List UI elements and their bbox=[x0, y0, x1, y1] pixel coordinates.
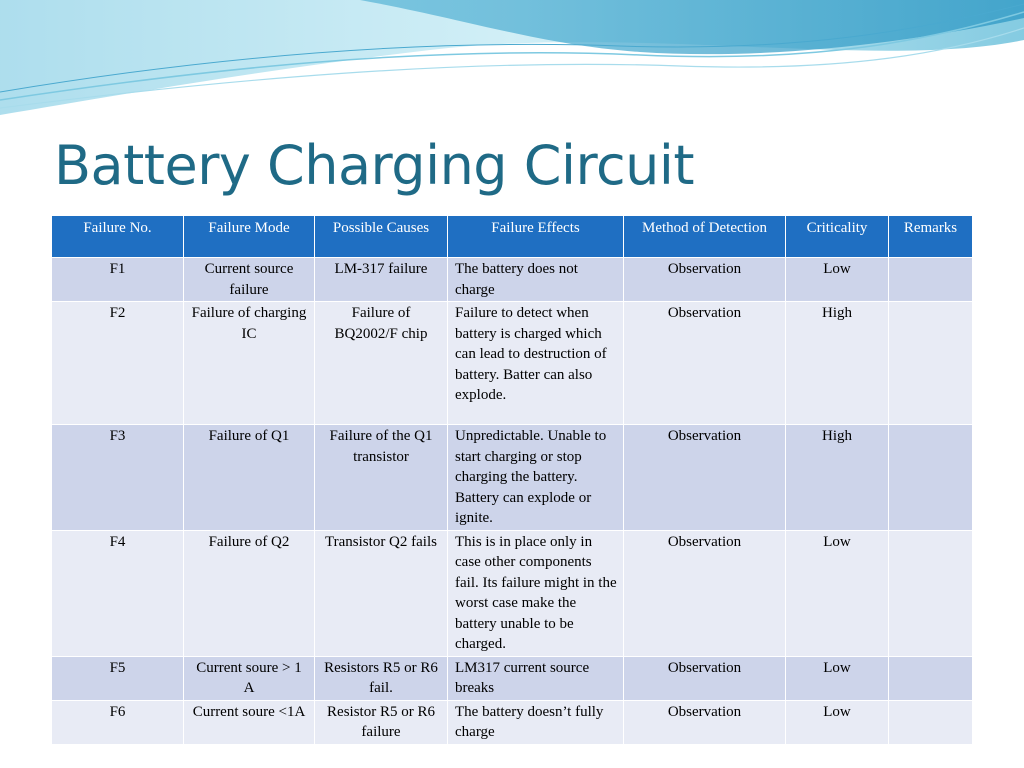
cell-detection: Observation bbox=[624, 302, 786, 425]
cell-remarks bbox=[889, 425, 973, 531]
cell-possible-causes: Failure of BQ2002/F chip bbox=[315, 302, 448, 425]
cell-remarks bbox=[889, 258, 973, 302]
table-row bbox=[52, 656, 973, 700]
table-row bbox=[52, 302, 973, 425]
header-criticality: Criticality bbox=[786, 216, 889, 258]
cell-criticality: Low bbox=[786, 656, 889, 700]
cell-possible-causes: Resistor R5 or R6 failure bbox=[315, 700, 448, 744]
cell-possible-causes: Transistor Q2 fails bbox=[315, 530, 448, 656]
cell-detection: Observation bbox=[624, 700, 786, 744]
cell-failure-mode: Failure of Q2 bbox=[184, 530, 315, 656]
cell-failure-mode: Current soure <1A bbox=[184, 700, 315, 744]
fmea-table bbox=[51, 215, 973, 745]
cell-failure-effects: Failure to detect when battery is charged which can lead to destruction of battery. Batter can also explode. bbox=[448, 302, 624, 425]
cell-failure-mode: Failure of Q1 bbox=[184, 425, 315, 531]
cell-failure-effects: Unpredictable. Unable to start charging or stop charging the battery. Battery can explode or ignite. bbox=[448, 425, 624, 531]
table-row bbox=[52, 425, 973, 531]
cell-failure-effects: LM317 current source breaks bbox=[448, 656, 624, 700]
cell-criticality: Low bbox=[786, 530, 889, 656]
header-remarks: Remarks bbox=[889, 216, 973, 258]
cell-remarks bbox=[889, 656, 973, 700]
table-row bbox=[52, 700, 973, 744]
cell-failure-no: F6 bbox=[52, 700, 184, 744]
cell-possible-causes: Resistors R5 or R6 fail. bbox=[315, 656, 448, 700]
cell-detection: Observation bbox=[624, 530, 786, 656]
cell-criticality: Low bbox=[786, 700, 889, 744]
table-row bbox=[52, 530, 973, 656]
cell-failure-no: F4 bbox=[52, 530, 184, 656]
cell-detection: Observation bbox=[624, 656, 786, 700]
cell-detection: Observation bbox=[624, 258, 786, 302]
cell-failure-effects: The battery does not charge bbox=[448, 258, 624, 302]
cell-remarks bbox=[889, 700, 973, 744]
table-row bbox=[52, 258, 973, 302]
cell-criticality: High bbox=[786, 425, 889, 531]
cell-failure-no: F5 bbox=[52, 656, 184, 700]
header-wave-decoration bbox=[0, 0, 1024, 130]
cell-failure-no: F3 bbox=[52, 425, 184, 531]
cell-failure-effects: The battery doesn’t fully charge bbox=[448, 700, 624, 744]
cell-remarks bbox=[889, 302, 973, 425]
header-method-of-detection: Method of Detection bbox=[624, 216, 786, 258]
header-possible-causes: Possible Causes bbox=[315, 216, 448, 258]
cell-remarks bbox=[889, 530, 973, 656]
cell-failure-no: F2 bbox=[52, 302, 184, 425]
cell-criticality: High bbox=[786, 302, 889, 425]
cell-failure-effects: This is in place only in case other components fail. Its failure might in the worst case make the battery unable to be charged. bbox=[448, 530, 624, 656]
table-header-row bbox=[52, 216, 973, 258]
cell-failure-no: F1 bbox=[52, 258, 184, 302]
cell-detection: Observation bbox=[624, 425, 786, 531]
header-failure-no: Failure No. bbox=[52, 216, 184, 258]
cell-possible-causes: LM-317 failure bbox=[315, 258, 448, 302]
cell-criticality: Low bbox=[786, 258, 889, 302]
slide-title: Battery Charging Circuit bbox=[54, 134, 695, 197]
cell-failure-mode: Current source failure bbox=[184, 258, 315, 302]
cell-possible-causes: Failure of the Q1 transistor bbox=[315, 425, 448, 531]
header-failure-effects: Failure Effects bbox=[448, 216, 624, 258]
header-failure-mode: Failure Mode bbox=[184, 216, 315, 258]
cell-failure-mode: Failure of charging IC bbox=[184, 302, 315, 425]
cell-failure-mode: Current soure > 1 A bbox=[184, 656, 315, 700]
